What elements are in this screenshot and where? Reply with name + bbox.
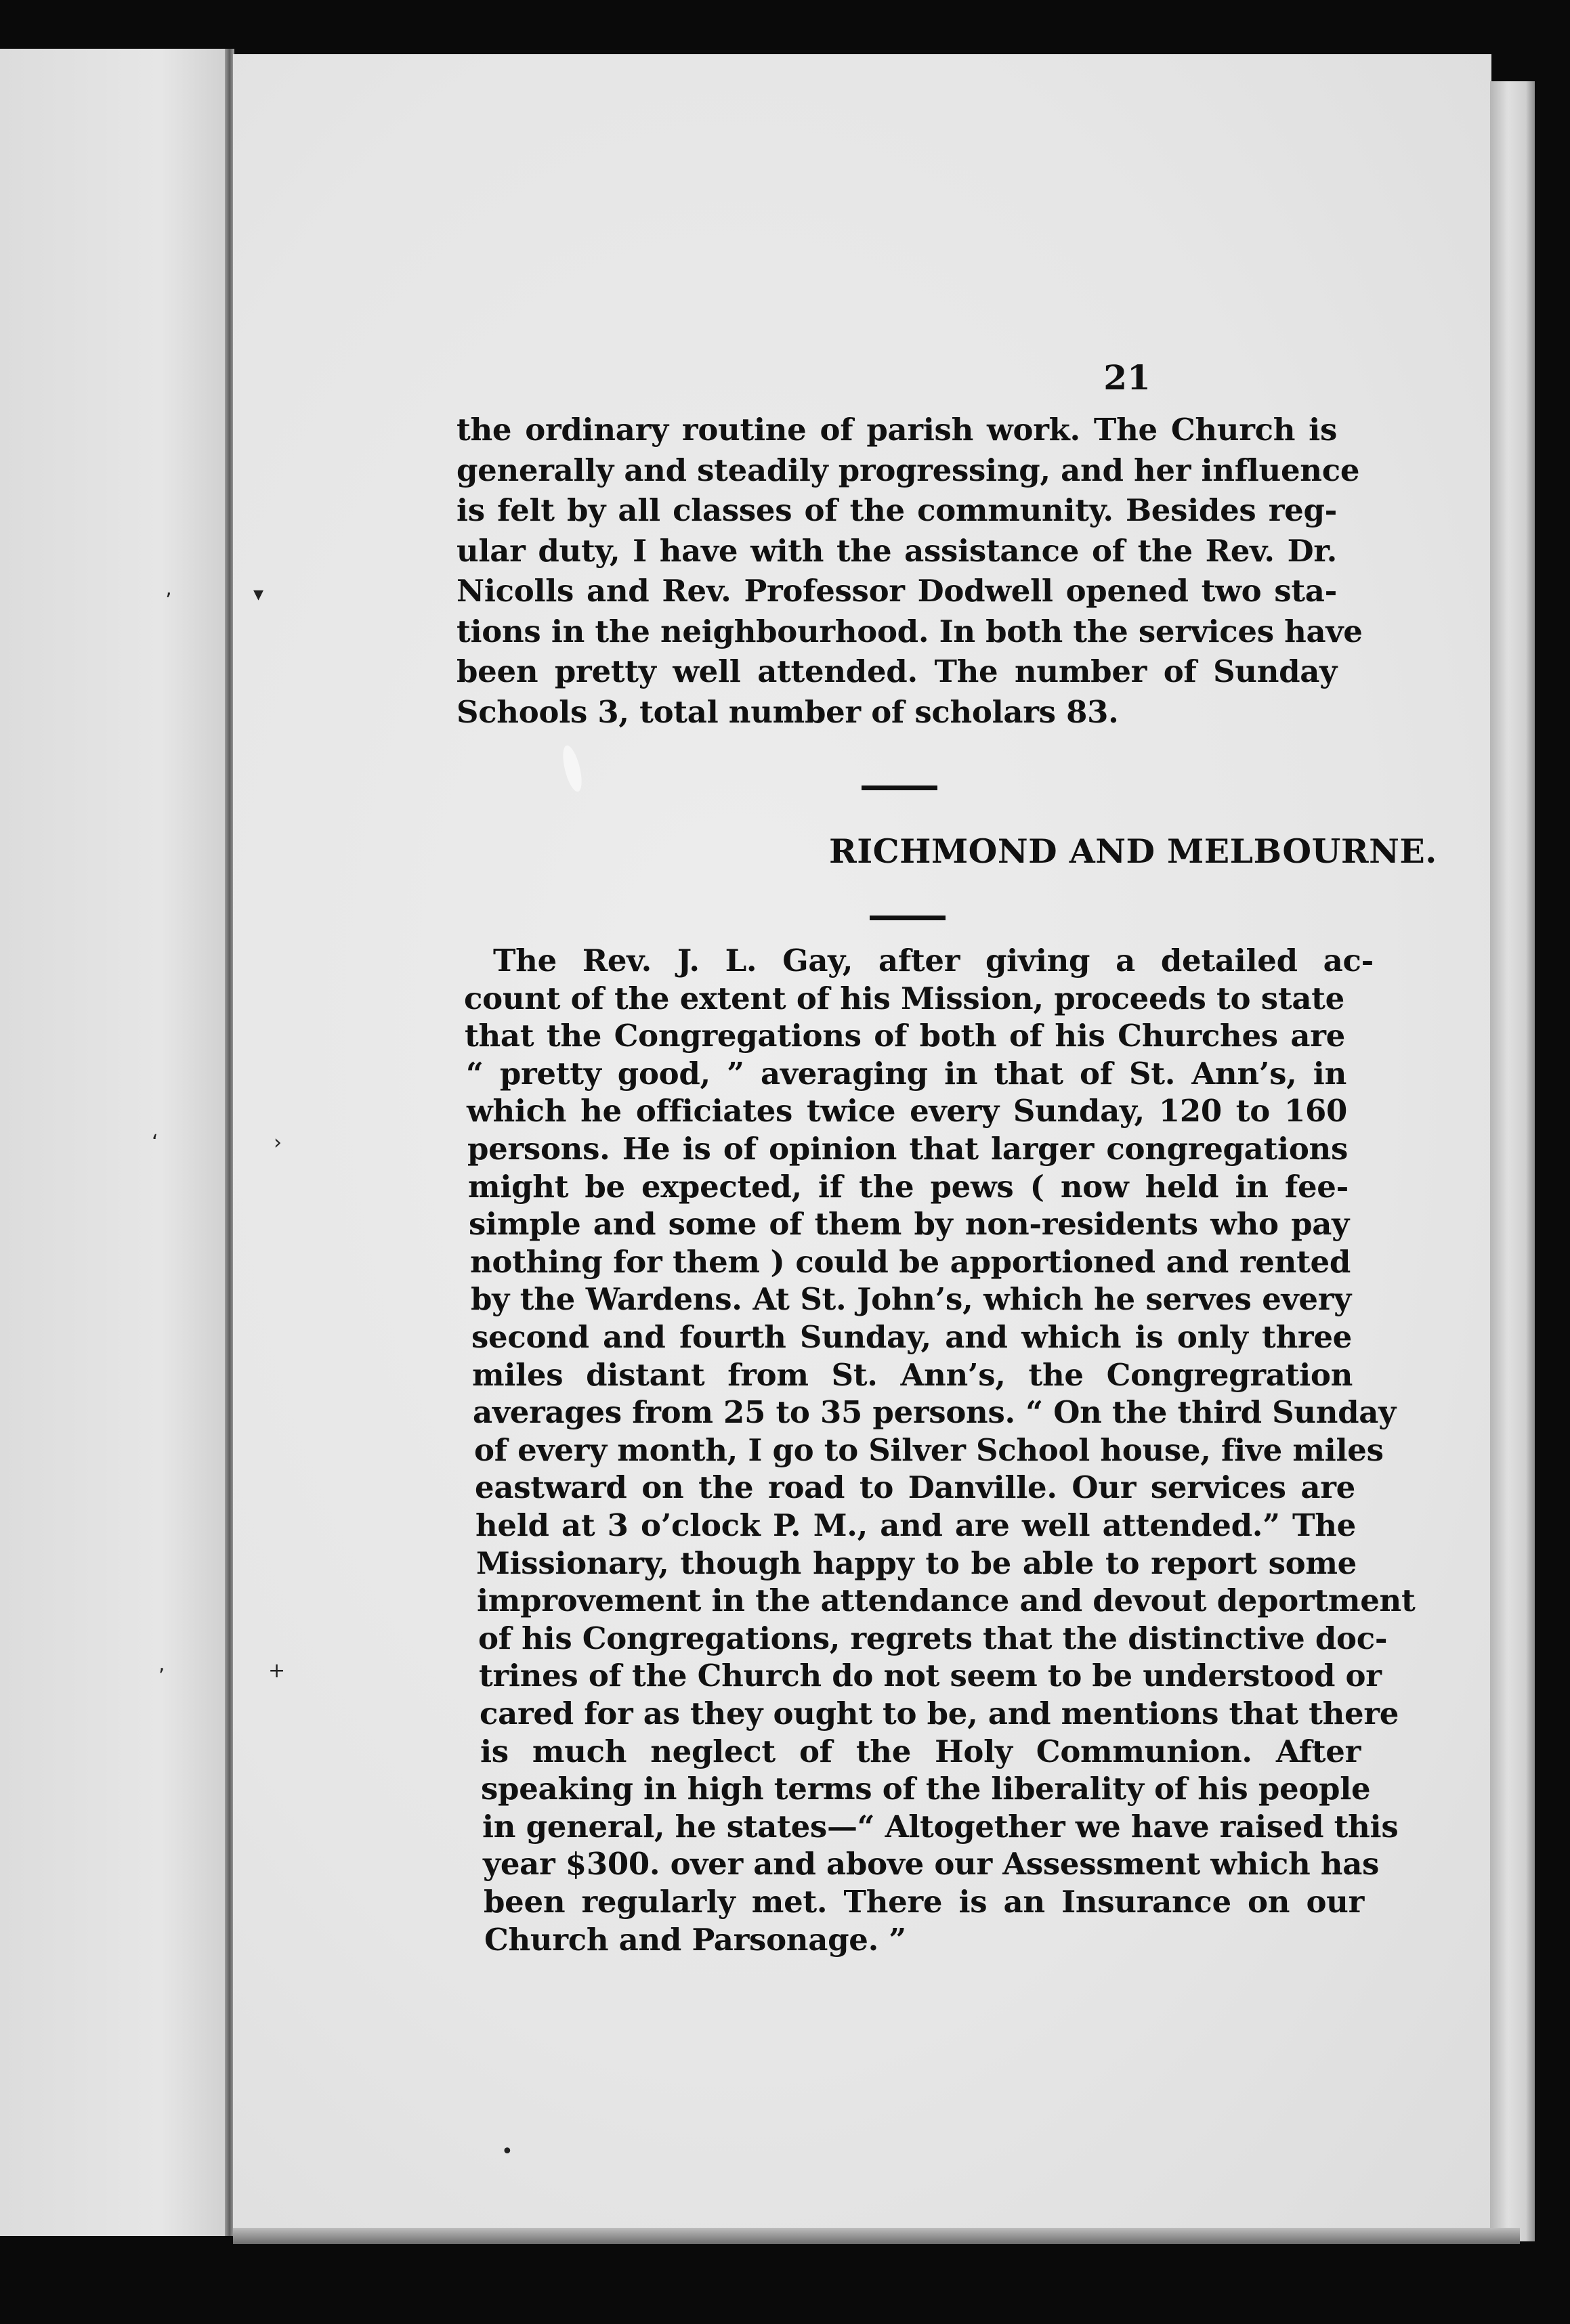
page-stack-edge	[1490, 81, 1535, 2241]
facing-page-edge	[0, 49, 230, 2236]
text-line: trines of the Church do not seem to be understood or	[479, 1658, 1382, 1694]
margin-speck: ‘	[152, 1131, 158, 1155]
text-line: The Rev. J. L. Gay, after giving a detailed ac-	[493, 943, 1374, 978]
text-line: of every month, I go to Silver School house, five miles	[474, 1432, 1384, 1468]
text-line: been regularly met. There is an Insurance on our	[484, 1884, 1364, 1920]
text-line: improvement in the attendance and devout deportment	[477, 1583, 1416, 1619]
text-line: averages from 25 to 35 persons. “ On the third Sunday	[473, 1394, 1397, 1431]
text-line: which he officiates twice every Sunday, 120 to 160	[467, 1093, 1347, 1129]
paper-blemish	[559, 744, 585, 793]
text-line: the ordinary routine of parish work. The Church is	[457, 412, 1337, 448]
margin-speck: ▾	[253, 582, 264, 606]
text-line: count of the extent of his Mission, proceeds to state	[464, 980, 1344, 1016]
text-line: nothing for them ) could be apportioned and rented	[470, 1243, 1351, 1280]
text-line: second and fourth Sunday, and which is only three	[471, 1319, 1352, 1355]
page-number: 21	[1103, 358, 1151, 397]
text-line: is much neglect of the Holy Communion. After	[480, 1733, 1361, 1769]
text-line: miles distant from St. Ann’s, the Congregration	[472, 1356, 1353, 1393]
text-line: Church and Parsonage. ”	[484, 1921, 906, 1958]
text-line: of his Congregations, regrets that the distinctive doc-	[478, 1620, 1388, 1656]
text-line: been pretty well attended. The number of Sunday	[457, 653, 1337, 689]
text-line: might be expected, if the pews ( now held in fee-	[468, 1168, 1349, 1205]
text-line: simple and some of them by non-residents who pay	[469, 1206, 1349, 1243]
margin-speck: ’	[165, 589, 172, 613]
text-line: ular duty, I have with the assistance of the Rev. Dr.	[457, 532, 1337, 569]
margin-speck: ,	[158, 1652, 165, 1676]
text-line: held at 3 o’clock P. M., and are well attended.” The	[475, 1507, 1356, 1543]
text-line: cared for as they ought to be, and mentions that there	[480, 1696, 1399, 1731]
text-line: by the Wardens. At St. John’s, which he serves every	[471, 1281, 1351, 1318]
margin-speck: +	[268, 1659, 286, 1683]
text-line: Schools 3, total number of scholars 83.	[457, 693, 1119, 730]
heading-rule-bottom	[870, 916, 946, 920]
section-heading: RICHMOND AND MELBOURNE.	[829, 832, 1437, 871]
text-line: persons. He is of opinion that larger congregations	[467, 1131, 1348, 1167]
text-line: Missionary, though happy to be able to report some	[476, 1545, 1357, 1581]
text-line: eastward on the road to Danville. Our services are	[475, 1469, 1355, 1506]
text-line: “ pretty good, ” averaging in that of St. Ann’s, in	[466, 1055, 1346, 1092]
page-bottom-edge	[233, 2228, 1520, 2244]
text-line: tions in the neighbourhood. In both the services have	[457, 613, 1363, 649]
text-line: Nicolls and Rev. Professor Dodwell opened two sta-	[457, 573, 1337, 609]
text-line: in general, he states—“ Altogether we have raised this	[482, 1808, 1399, 1845]
text-line: is felt by all classes of the community. Besides reg-	[457, 492, 1337, 528]
text-line: speaking in high terms of the liberality of his people	[481, 1771, 1371, 1807]
text-line: that the Congregations of both of his Churches are	[465, 1018, 1345, 1054]
book-page	[152, 54, 1491, 2233]
text-line: generally and steadily progressing, and her influence	[457, 452, 1360, 488]
heading-rule-top	[862, 786, 937, 790]
text-line: year $300. over and above our Assessment which has	[483, 1846, 1380, 1882]
margin-speck: ›	[274, 1131, 282, 1155]
margin-speck: •	[501, 2140, 513, 2164]
